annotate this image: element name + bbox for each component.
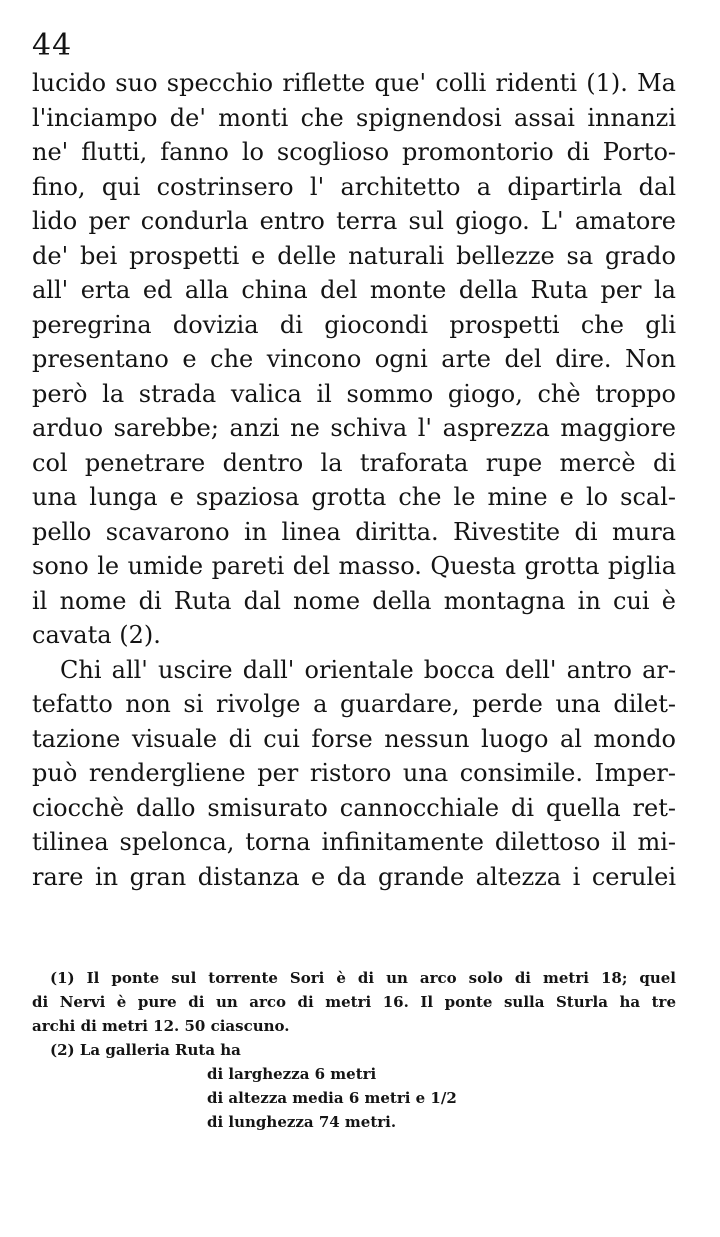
footnote-2-row: di larghezza 6 metri [207,1065,377,1083]
text-line: rare in gran distanza e da grande altezza i cerulei [32,862,676,891]
paragraph-start-line: Chi all' uscire dall' orientale bocca dell' antro ar- [60,655,676,684]
text-line: tazione visuale di cui forse nessun luogo al mondo [32,724,676,753]
footnote-1-line: (1) Il ponte sul torrente Sori è di un arco solo di metri 18; quel [50,969,676,987]
text-line: lido per condurla entro terra sul giogo. L' amatore [32,207,676,235]
body-text [32,66,676,894]
footnote-2-intro: (2) La galleria Ruta ha [50,1041,241,1059]
footnote-1-line: di Nervi è pure di un arco di metri 16. Il ponte sulla Sturla ha tre [32,993,676,1011]
text-line: tilinea spelonca, torna infinitamente dilettoso il mi- [32,828,676,856]
page-number: 44 [32,28,73,63]
text-line: col penetrare dentro la traforata rupe mercè di [32,448,676,477]
footnotes [32,966,676,1134]
text-line: può rendergliene per ristoro una consimile. Imper- [32,759,676,787]
text-line: presentano e che vincono ogni arte del dire. Non [32,345,676,373]
text-line-last: cavata (2). [32,621,161,649]
text-line: all' erta ed alla china del monte della Ruta per la [32,276,676,304]
footnote-2-row: di altezza media 6 metri e 1/2 [207,1089,457,1107]
text-line: fino, qui costrinsero l' architetto a dipartirla dal [32,172,676,201]
text-line: ne' flutti, fanno lo scoglioso promontorio di Porto- [32,138,676,166]
text-line: peregrina dovizia di giocondi prospetti che gli [32,310,676,339]
text-line: tefatto non si rivolge a guardare, perde una dilet- [32,690,676,718]
text-line: però la strada valica il sommo giogo, chè troppo [32,379,676,408]
footnote-2-row: di lunghezza 74 metri. [207,1113,397,1131]
text-line: pello scavarono in linea diritta. Rivestite di mura [32,517,676,546]
text-line: sono le umide pareti del masso. Questa grotta piglia [32,552,676,580]
footnote-1-line: archi di metri 12. 50 ciascuno. [32,1017,290,1035]
text-line: lucido suo specchio riflette que' colli ridenti (1). Ma [32,69,676,97]
text-line: una lunga e spaziosa grotta che le mine e lo scal- [32,483,676,511]
text-line: l'inciampo de' monti che spignendosi assai innanzi [32,103,676,132]
text-line: ciocchè dallo smisurato cannocchiale di quella ret- [32,793,676,822]
text-line: de' bei prospetti e delle naturali bellezze sa grado [32,241,676,270]
text-line: arduo sarebbe; anzi ne schiva l' asprezza maggiore [32,414,676,442]
text-line: il nome di Ruta dal nome della montagna in cui è [32,586,676,615]
